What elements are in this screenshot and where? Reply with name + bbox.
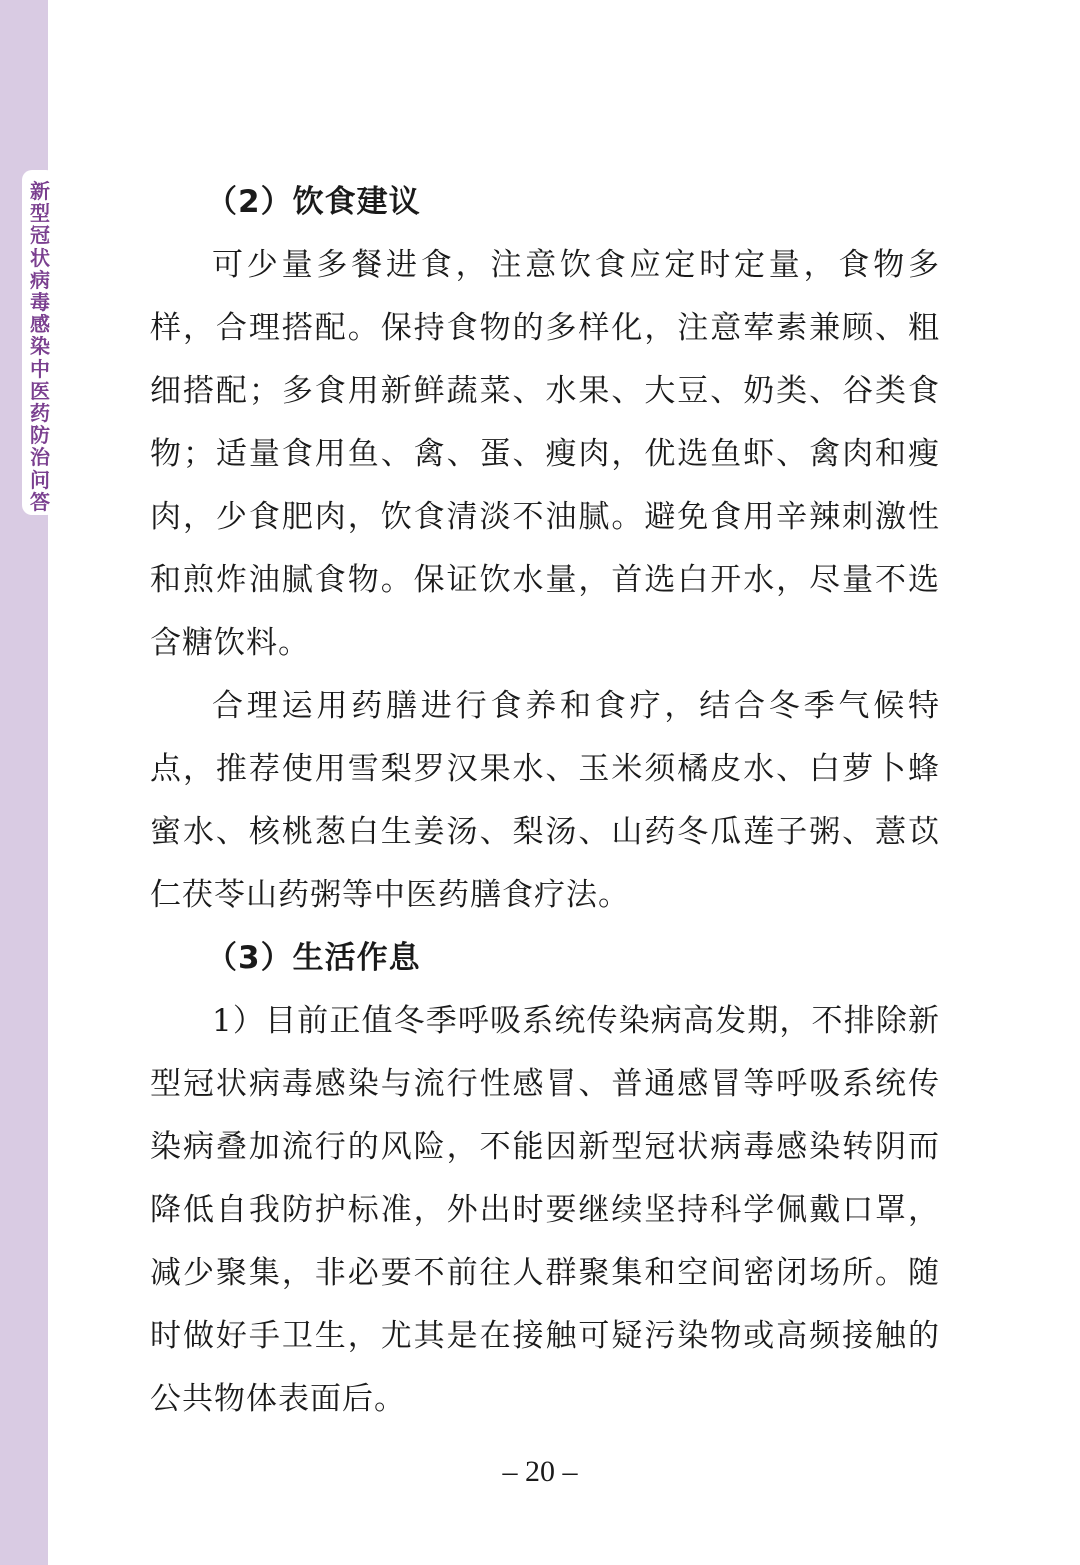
diet-paragraph-1: 可少量多餐进食，注意饮食应定时定量，食物多样，合理搭配。保持食物的多样化，注意荤素兼顾、粗细搭配；多食用新鲜蔬菜、水果、大豆、奶类、谷类食物；适量食用鱼、禽、蛋、瘦肉，优选鱼虾、禽肉和瘦肉，少食肥肉，饮食清淡不油腻。避免食用辛辣刺激性和煎炸油腻食物。保证饮水量，首选白开水，尽量不选含糖饮料。 <box>150 247 940 661</box>
page-number: – 20 – <box>502 1455 578 1488</box>
section-heading-diet: （2）饮食建议 <box>206 184 421 220</box>
side-tab-title: 新型冠状病毒感染中医药防治问答 <box>30 179 50 514</box>
section-heading-life: （3）生活作息 <box>206 940 421 976</box>
diet-paragraph-2: 合理运用药膳进行食养和食疗，结合冬季气候特点，推荐使用雪梨罗汉果水、玉米须橘皮水、白萝卜蜂蜜水、核桃葱白生姜汤、梨汤、山药冬瓜莲子粥、薏苡仁茯苓山药粥等中医药膳食疗法。 <box>150 688 940 913</box>
page-content <box>150 171 940 1431</box>
life-paragraph-1: 1）目前正值冬季呼吸系统传染病高发期，不排除新型冠状病毒感染与流行性感冒、普通感冒等呼吸系统传染病叠加流行的风险，不能因新型冠状病毒感染转阴而降低自我防护标准，外出时要继续坚持科学佩戴口罩，减少聚集，非必要不前往人群聚集和空间密闭场所。随时做好手卫生，尤其是在接触可疑污染物或高频接触的公共物体表面后。 <box>150 1003 940 1417</box>
